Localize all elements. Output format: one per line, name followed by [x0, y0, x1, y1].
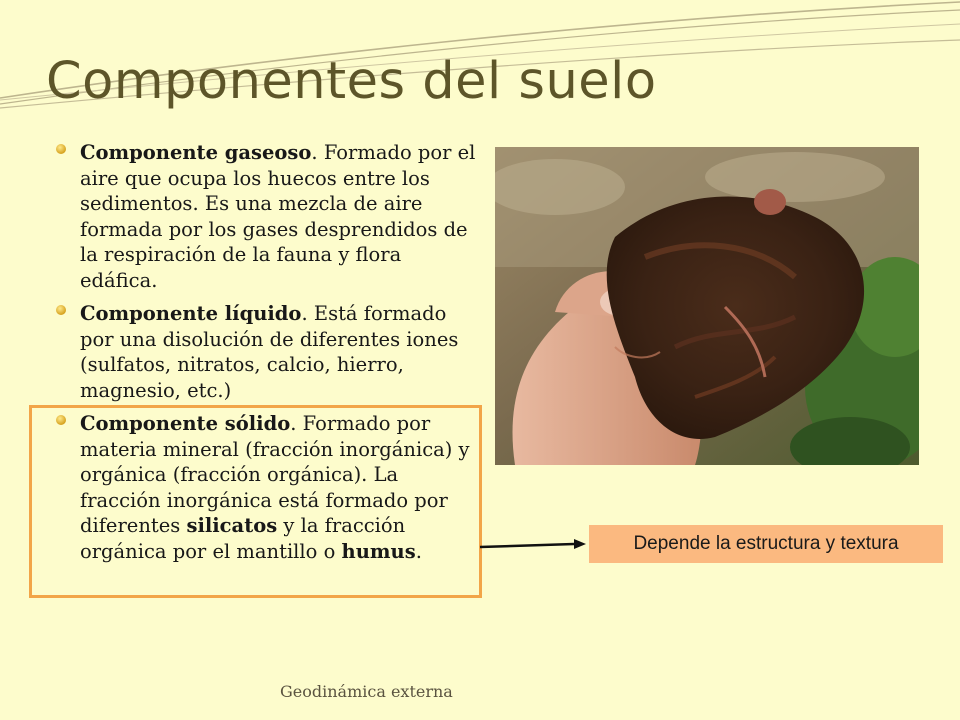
term-humus: humus [341, 539, 416, 563]
text-solid-b: y la fracción orgánica por el mantillo o [80, 514, 406, 563]
bullet-liquid [56, 301, 476, 403]
text-solid-c: . [415, 539, 422, 563]
term-gaseous: Componente gaseoso [80, 141, 312, 164]
bullet-dot-icon [56, 144, 66, 154]
arrow-icon [478, 530, 588, 560]
bullet-dot-icon [56, 305, 66, 315]
callout-box [589, 525, 943, 563]
text-liquid: . Está formado por una disolución de diferentes iones (sulfatos, nitratos, calcio, hierro, magnesio, etc.) [80, 302, 459, 402]
callout-text: Depende la estructura y textura [633, 533, 899, 554]
term-solid: Componente sólido [80, 412, 291, 435]
term-liquid: Componente líquido [80, 302, 302, 325]
slide-title: Componentes del suelo [46, 52, 657, 111]
highlight-box [29, 405, 482, 598]
footer-text: Geodinámica externa [280, 682, 453, 701]
soil-photo [495, 147, 919, 465]
term-silicatos: silicatos [186, 514, 278, 537]
text-gaseous: . Formado por el aire que ocupa los huecos entre los sedimentos. Es una mezcla de aire formada por los gases desprendidos de la respiración de la fauna y flora edáfica. [80, 141, 476, 292]
text-solid-a: . Formado por materia mineral (fracción inorgánica) y orgánica (fracción orgánica). La fracción inorgánica está formado por diferentes [80, 412, 470, 537]
bullet-gaseous [56, 140, 476, 293]
